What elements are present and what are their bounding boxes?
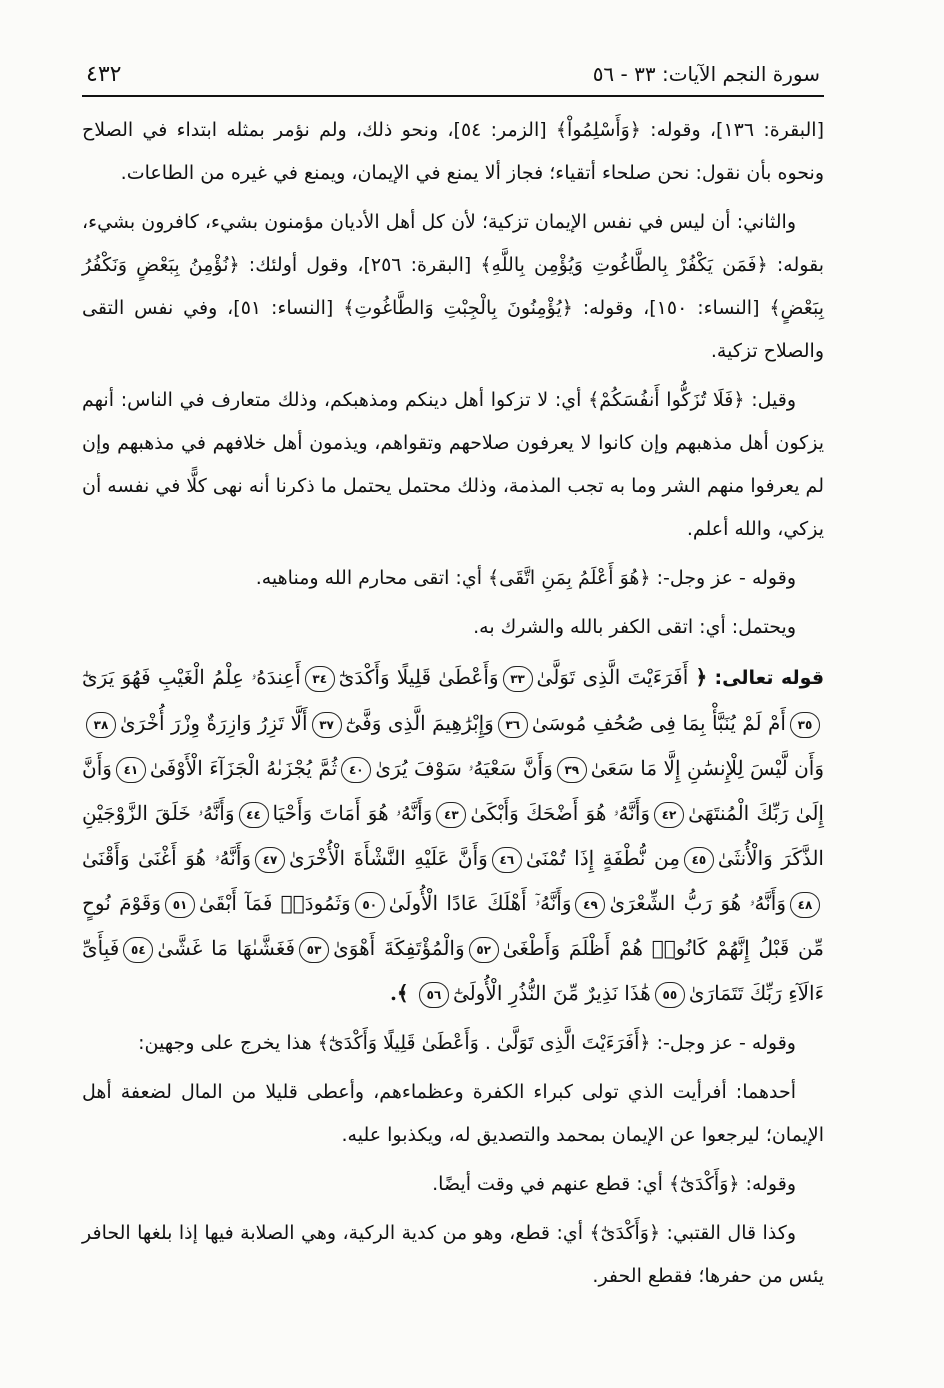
quran-verse-block [82,655,824,1016]
ayah-number-marker: ٣٣ [503,666,533,692]
ayah-text: وَأَنَّهُۥ هُوَ أَغْنَىٰ وَأَقْنَىٰ [82,846,252,870]
ayah-text: أَعِندَهُۥ عِلْمُ الْغَيْبِ فَهُوَ يَرَىٰٓ [82,665,301,689]
ayah-number-marker: ٤٦ [492,847,522,873]
ayah-text: وَثَمُودَا۟ فَمَآ أَبْقَىٰ [199,891,351,915]
ayah-number-marker: ٤٨ [790,892,820,918]
paragraph: [البقرة: ١٣٦]، وقوله: ﴿وَأَسْلِمُواْ﴾ [الزمر: ٥٤]، ونحو ذلك، ولم نؤمر بمثله ابتداء في الصلاح ونحوه بأن نقول: نحن صلحاء أتقياء؛ فجاز ألا يمنع في الإيمان، ويمنع في غيره من الطاعات. [82,119,824,184]
ayah-text: وَأَنَّهُۥٓ أَهْلَكَ عَادًا الْأُولَىٰ [388,891,572,915]
ayah-number-marker: ٣٩ [557,757,587,783]
ayah-number-marker: ٤٧ [255,847,285,873]
paragraph: وقوله: ﴿وَأَكْدَىٰٓ﴾ أي: قطع عنهم في وقت أيضًا. [432,1173,796,1195]
paragraph: والثاني: أن ليس في نفس الإيمان تزكية؛ لأن كل أهل الأديان مؤمنون بشيء، كافرون بشيء، بقوله: ﴿فَمَن يَكْفُرْ بِالطَّاغُوتِ وَيُؤْمِن بِاللَّهِ﴾ [البقرة: ٢٥٦]، وقول أولئك: ﴿نُؤْمِنُ بِبَعْضٍ وَنَكْفُرُ بِبَعْضٍ﴾ [النساء: ١٥٠]، وقوله: ﴿يُؤْمِنُونَ بِالْجِبْتِ وَالطَّاغُوتِ﴾ [النساء: ٥١]، وفي نفس التقى والصلاح تزكية. [82,211,824,362]
paragraph: أحدهما: أفرأيت الذي تولى كبراء الكفرة وعظماءهم، وأعطى قليلا من المال لضعفة أهل الإيمان؛ ليرجعوا عن الإيمان بمحمد والتصديق له، ويكذبوا عليه. [82,1081,824,1146]
ayah-number-marker: ٥٢ [469,937,499,963]
ayah-text: مِن نُّطْفَةٍ إِذَا تُمْنَىٰ [525,846,680,870]
ayah-number-marker: ٣٥ [790,712,820,738]
ayah-text: أَلَّا تَزِرُ وَازِرَةٌ وِزْرَ أُخْرَىٰ [120,711,308,735]
ayah-text: وَإِبْرَٰهِيمَ الَّذِى وَفَّىٰٓ [345,711,494,735]
ayah-number-marker: ٤٠ [341,757,371,783]
ayah-number-marker: ٣٦ [498,712,528,738]
verse-close-bracket: ﴾. [389,981,409,1005]
ayah-number-marker: ٤٢ [654,802,684,828]
ayah-number-marker: ٤٣ [436,802,466,828]
ayah-text: ثُمَّ يُجْزَىٰهُ الْجَزَآءَ الْأَوْفَىٰ [149,756,338,780]
paragraph: وقيل: ﴿فَلَا تُزَكُّوا أَنفُسَكُمْ﴾ أي: لا تزكوا أهل دينكم ومذهبكم، وذلك متعارف في الناس: أنهم يزكون أهل مذهبهم وإن كانوا لا يعرفون صلاحهم وتقواهم، ويذمون أهل خلافهم في مذهبهم وإن لم يعرفوا منهم الشر وما به تجب المذمة، وذلك محتمل يحتمل ما ذكرنا أنه نهى كلًّا في نفسه أن يزكي، والله أعلم. [82,389,824,540]
paragraph: وقوله - عز وجل-: ﴿أَفَرَءَيْتَ الَّذِى تَوَلَّىٰ . وَأَعْطَىٰ قَلِيلًا وَأَكْدَىٰٓ﴾ هذا يخرج على وجهين: [138,1032,796,1054]
ayah-text: هَٰذَا نَذِيرٌ مِّنَ النُّذُرِ الْأُولَىٰٓ [452,981,651,1005]
ayah-number-marker: ٤٥ [684,847,714,873]
ayah-text: وَأَعْطَىٰ قَلِيلًا وَأَكْدَىٰٓ [338,665,499,689]
ayah-number-marker: ٥٥ [655,982,685,1008]
ayah-number-marker: ٥٣ [299,937,329,963]
ayah-number-marker: ٤٤ [239,802,269,828]
ayah-text: أَمْ لَمْ يُنَبَّأْ بِمَا فِى صُحُفِ مُوسَىٰ [531,711,786,735]
ayah-text: وَأَنَّ إِلَىٰ رَبِّكَ الْمُنتَهَىٰ [82,756,824,825]
ayat-container [82,665,824,1005]
ayah-text: وَأَن لَّيْسَ لِلْإِنسَٰنِ إِلَّا مَا سَعَىٰ [590,756,825,780]
ayah-text: وَأَنَّ سَعْيَهُۥ سَوْفَ يُرَىٰ [375,756,553,780]
ayah-text: وَأَنَّهُۥ هُوَ رَبُّ الشِّعْرَىٰ [609,891,786,915]
ayah-text: وَأَنَّ عَلَيْهِ النَّشْأَةَ الْأُخْرَىٰ [289,846,488,870]
ayah-number-marker: ٣٤ [305,666,335,692]
ayah-number-marker: ٤٩ [575,892,605,918]
ayah-text: فَبِأَىِّ ءَالَآءِ رَبِّكَ تَتَمَارَىٰ [82,936,824,1005]
paragraph: وكذا قال القتبي: ﴿وَأَكْدَىٰٓ﴾ أي: قطع، وهو من كدية الركية، وهي الصلابة فيها إذا بلغها الحافر يئس من حفرها؛ فقطع الحفر. [82,1222,824,1287]
ayah-text: وَأَنَّهُۥ هُوَ أَضْحَكَ وَأَبْكَىٰ [470,801,651,825]
ayah-text: وَالْمُؤْتَفِكَةَ أَهْوَىٰ [333,936,465,960]
running-header [82,62,824,97]
ayah-text: وَأَنَّهُۥ هُوَ أَمَاتَ وَأَحْيَا [272,801,433,825]
ayah-number-marker: ٥٤ [123,937,153,963]
ayah-number-marker: ٥٦ [419,982,449,1008]
ayah-number-marker: ٣٨ [86,712,116,738]
ayah-text: فَغَشَّىٰهَا مَا غَشَّىٰ [157,936,296,960]
paragraph: ويحتمل: أي: اتقى الكفر بالله والشرك به. [473,616,796,638]
ayah-number-marker: ٤١ [116,757,146,783]
verse-open-bracket: ﴿ [695,665,708,689]
ayah-number-marker: ٣٧ [312,712,342,738]
ayah-number-marker: ٥١ [165,892,195,918]
ayah-number-marker: ٥٠ [355,892,385,918]
ayah-text: وَقَوْمَ نُوحٍ مِّن قَبْلُ إِنَّهُمْ كَانُوا۟ هُمْ أَظْلَمَ وَأَطْغَىٰ [82,891,824,960]
running-title: سورة النجم الآيات: ٣٣ - ٥٦ [592,62,820,86]
ayah-text: أَفَرَءَيْتَ الَّذِى تَوَلَّىٰ [536,665,689,689]
page-number: ٤٣٢ [86,62,122,87]
page-body [82,109,824,1298]
ayah-text: وَأَنَّهُۥ خَلَقَ الزَّوْجَيْنِ الذَّكَرَ وَالْأُنثَىٰ [82,801,824,870]
verse-lead: قوله تعالى: [714,667,825,689]
paragraph: وقوله - عز وجل-: ﴿هُوَ أَعْلَمُ بِمَنِ اتَّقَى﴾ أي: اتقى محارم الله ومناهيه. [255,567,796,589]
